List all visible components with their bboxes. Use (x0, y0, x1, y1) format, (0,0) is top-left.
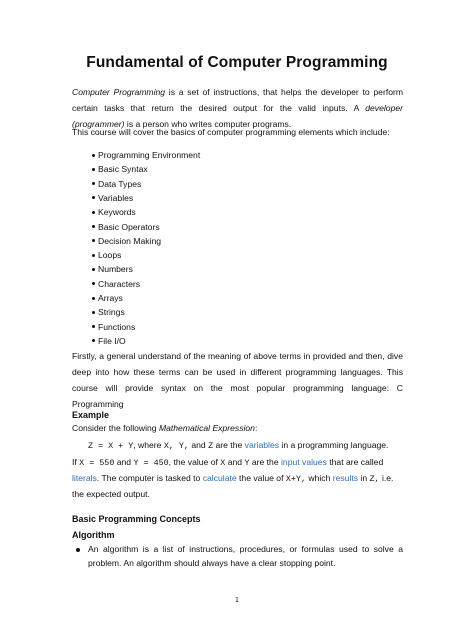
example-literals-line (72, 470, 403, 487)
bullet-dot (92, 339, 95, 342)
vars-xy: X, Y, (163, 441, 189, 451)
intro-term-2: developer (programmer) (72, 103, 403, 129)
bullet-dot (92, 325, 95, 328)
topic-label: Arrays (98, 293, 123, 303)
ie-text: i.e. (379, 473, 394, 483)
consider-term: Mathematical Expression (158, 423, 255, 433)
topic-label: Variables (98, 192, 134, 203)
x-plus-y: X+Y, (285, 474, 306, 484)
expected-output-line: the expected output. (72, 489, 150, 499)
example-expression-line (88, 437, 408, 454)
bullet-dot (92, 239, 95, 242)
literals-term: literals (72, 473, 97, 483)
var-z2: Z, (369, 474, 380, 484)
and2-text: and (114, 457, 134, 467)
consider-text: Consider the following (72, 423, 159, 433)
and3-text: and (225, 457, 245, 467)
topic-label: Characters (98, 278, 141, 289)
consider-end: : (254, 423, 258, 433)
intro-text-1: is a set of instructions, that helps the developer to perform certain tasks that return the desired output for the valid inputs. A (72, 87, 404, 113)
topic-label: Programming Environment (98, 150, 201, 160)
x-value: X = 550 (79, 458, 115, 468)
calculate-term: calculate (202, 473, 237, 483)
example-input-line (72, 454, 403, 471)
where-text: , where (133, 440, 164, 450)
bullet-dot (92, 225, 95, 228)
topic-label: Loops (98, 250, 122, 261)
expression: Z = X + Y (88, 441, 134, 451)
course-line: This course will cover the basics of computer programming elements which include: (72, 127, 390, 137)
bullet-dot (92, 297, 95, 300)
value-of2-text: the value of (236, 473, 286, 483)
algorithm-bullet-dot (76, 548, 80, 552)
firstly-paragraph: Firstly, a general understand of the meaning of above terms in provided and then, dive deep into how these terms can be used in different programming languages. This course will provide syntax on the most popular programming language: C Programming (72, 351, 403, 409)
topic-label: Basic Syntax (98, 164, 148, 175)
topic-label: Numbers (98, 264, 133, 275)
variables-term: variables (244, 440, 280, 450)
bullet-dot (92, 268, 95, 271)
are-the-text: are the (213, 440, 245, 450)
that-called-text: that are called (326, 457, 384, 467)
topic-label: Decision Making (98, 235, 162, 246)
bullet-dot (92, 211, 95, 214)
topic-label: Strings (98, 307, 125, 318)
algorithm-heading: Algorithm (72, 530, 115, 540)
in-text: in (358, 473, 370, 483)
page-title: Fundamental of Computer Programming (86, 54, 388, 71)
intro-text-2: is a person who writes computer programs. (124, 119, 292, 129)
if-text: If (72, 457, 80, 467)
input-values-term: input values (281, 457, 327, 467)
bullet-dot (92, 282, 95, 285)
in-lang-text: in a programming language. (279, 440, 389, 450)
topic-label: File I/O (98, 335, 126, 346)
results-term: results (332, 473, 359, 483)
page-number: 1 (235, 597, 239, 604)
example-consider-line (72, 420, 403, 436)
topic-label: Keywords (98, 207, 136, 218)
var-x: X (220, 458, 226, 468)
bullet-dot (92, 311, 95, 314)
bullet-dot (92, 196, 95, 199)
algorithm-text: An algorithm is a list of instructions, procedures, or formulas used to solve a problem. An algorithm should always have a clear stopping point. (88, 544, 403, 568)
basic-concepts-heading: Basic Programming Concepts (72, 514, 201, 524)
var-z: Z (208, 441, 214, 451)
intro-term: Computer Programming (72, 87, 166, 97)
tasked-text: . The computer is tasked to (96, 473, 203, 483)
bullet-dot (92, 182, 95, 185)
var-y: Y (244, 458, 250, 468)
bullet-dot (92, 154, 95, 157)
and-text: and (188, 440, 209, 450)
example-heading: Example (72, 410, 110, 420)
bullet-dot (92, 254, 95, 257)
which-text: which (305, 473, 333, 483)
topic-label: Basic Operators (98, 221, 160, 232)
bullet-dot (92, 168, 95, 171)
value-of-text: , the value of (168, 457, 221, 467)
are-the2-text: are the (249, 457, 281, 467)
topic-label: Data Types (98, 178, 142, 189)
y-value: Y = 450 (133, 458, 169, 468)
topic-label: Functions (98, 321, 136, 332)
